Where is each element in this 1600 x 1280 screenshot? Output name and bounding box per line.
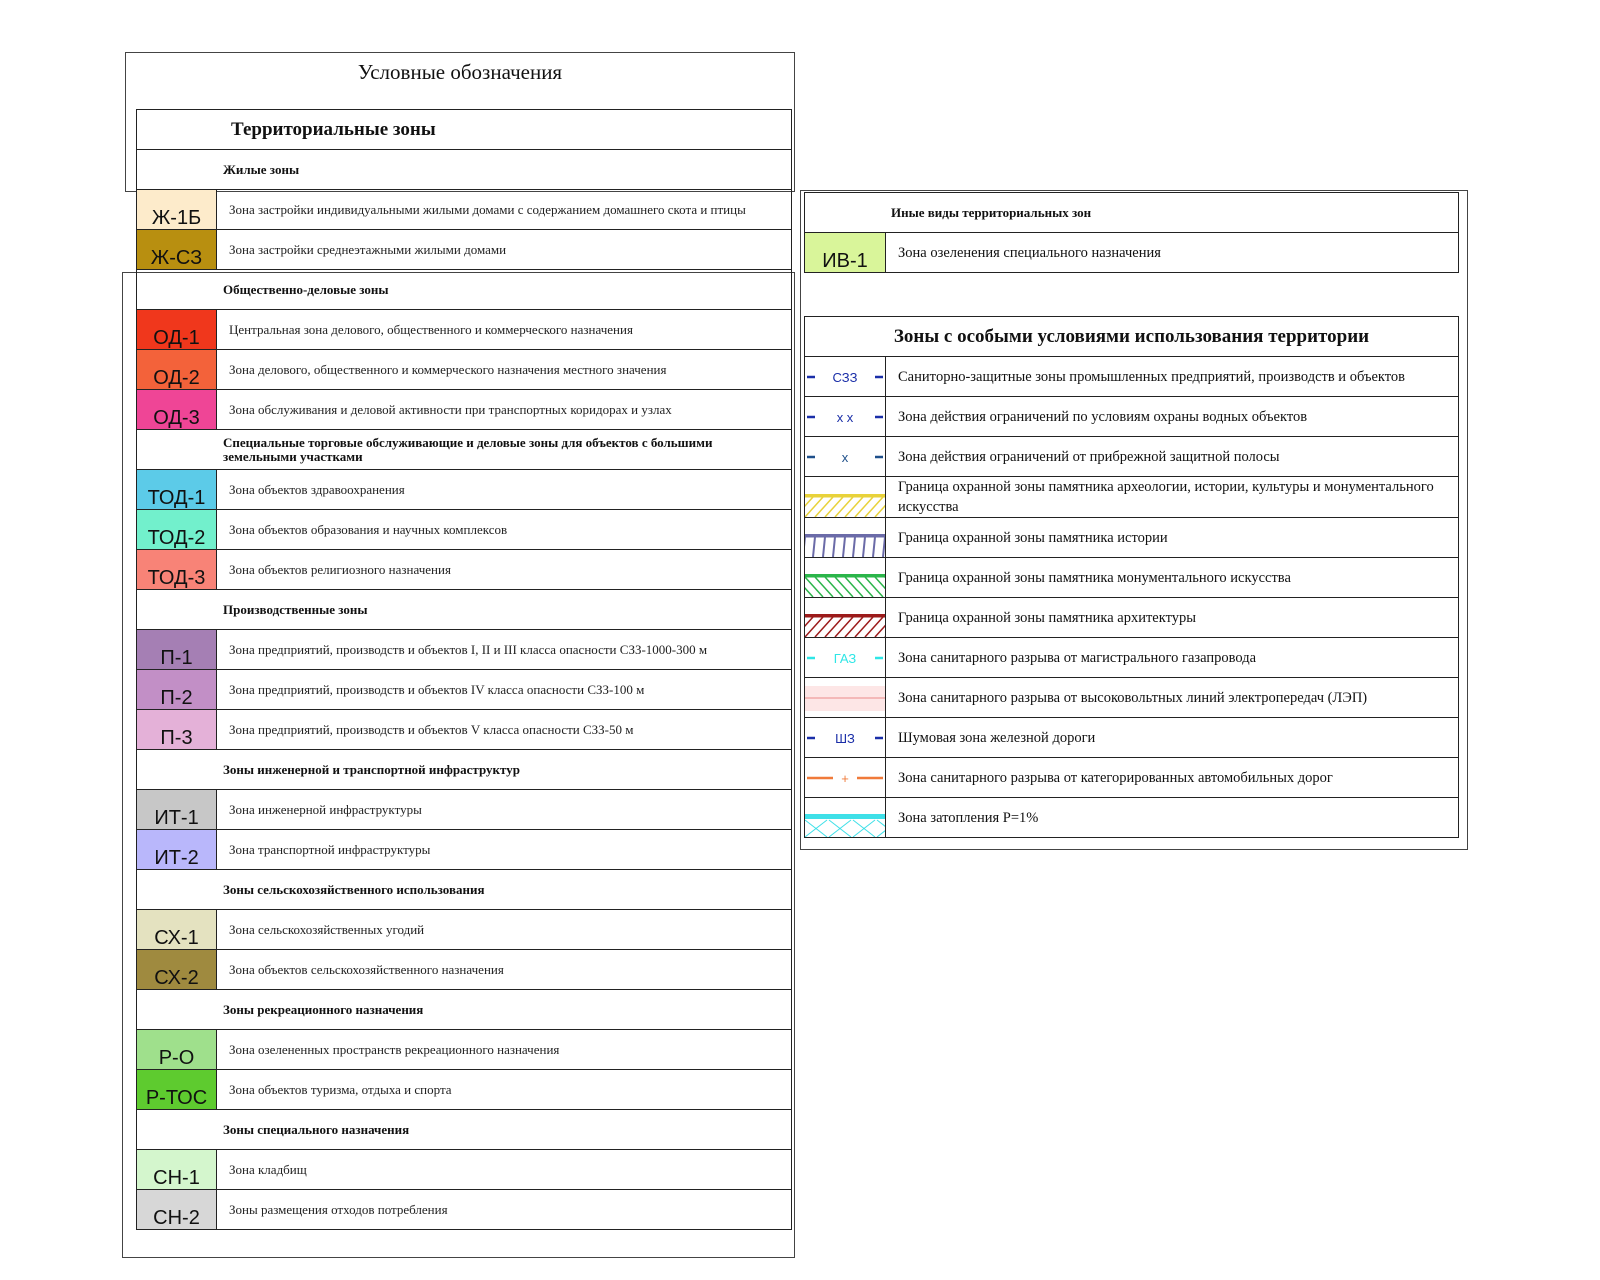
zone-code-swatch: ОД-1 — [137, 310, 217, 350]
symbol-label: ШЗ — [835, 731, 855, 746]
legend-row — [137, 510, 792, 550]
zone-description: Зона предприятий, производств и объектов I, II и III класса опасности СЗЗ-1000-300 м — [217, 630, 792, 670]
zone-code-swatch: ТОД-2 — [137, 510, 217, 550]
special-zones-table — [804, 316, 1459, 838]
legend-row — [137, 790, 792, 830]
zone-description: Зона санитарного разрыва от магистрального газапровода — [886, 638, 1459, 678]
zone-description: Зона кладбищ — [217, 1150, 792, 1190]
legend-row — [137, 630, 792, 670]
zone-description: Зона застройки индивидуальными жилыми домами с содержанием домашнего скота и птицы — [217, 190, 792, 230]
other-zones-table — [804, 192, 1459, 273]
legend-row — [137, 190, 792, 230]
symbol-cell — [805, 357, 886, 397]
legend-row — [137, 670, 792, 710]
symbol-cell — [805, 477, 886, 518]
symbol-label: ГАЗ — [833, 651, 857, 666]
legend-row — [137, 910, 792, 950]
zone-group-header: Зоны сельскохозяйственного использования — [137, 870, 792, 910]
zone-code-swatch: Ж-СЗ — [137, 230, 217, 270]
legend-row — [805, 798, 1459, 838]
symbol-cell — [805, 758, 886, 798]
line-symbol-icon — [805, 357, 885, 396]
zone-description: Зона озелененных пространств рекреационного назначения — [217, 1030, 792, 1070]
zone-description: Центральная зона делового, общественного и коммерческого назначения — [217, 310, 792, 350]
territorial-zones-header: Территориальные зоны — [137, 110, 792, 150]
zone-description: Зона объектов образования и научных комплексов — [217, 510, 792, 550]
legend-row — [137, 1150, 792, 1190]
zone-code-swatch: Р-ТОС — [137, 1070, 217, 1110]
zone-code-swatch: СХ-2 — [137, 950, 217, 990]
legend-row — [805, 638, 1459, 678]
symbol-cell — [805, 598, 886, 638]
zone-group-header: Зоны инженерной и транспортной инфраструктур — [137, 750, 792, 790]
zone-description: Зона действия ограничений по условиям охраны водных объектов — [886, 397, 1459, 437]
legend-row — [805, 518, 1459, 558]
legend-row — [137, 950, 792, 990]
legend-row — [137, 1030, 792, 1070]
zone-description: Зона объектов сельскохозяйственного назначения — [217, 950, 792, 990]
zone-description: Санитoрно-защитные зоны промышленных предприятий, производств и объектов — [886, 357, 1459, 397]
zone-description: Зона обслуживания и деловой активности при транспортных коридорах и узлах — [217, 390, 792, 430]
line-symbol-icon — [805, 598, 885, 637]
other-zones-header: Иные виды территориальных зон — [805, 193, 1459, 233]
zone-code-swatch: СН-2 — [137, 1190, 217, 1230]
legend-row — [805, 558, 1459, 598]
symbol-label: х — [841, 450, 849, 465]
zone-code-swatch: СН-1 — [137, 1150, 217, 1190]
symbol-cell — [805, 678, 886, 718]
zone-description: Зона озеленения специального назначения — [886, 233, 1459, 273]
legend-row — [805, 678, 1459, 718]
symbol-cell — [805, 638, 886, 678]
zone-description: Зона сельскохозяйственных угодий — [217, 910, 792, 950]
zone-description: Зона объектов туризма, отдыха и спорта — [217, 1070, 792, 1110]
zone-description: Зона делового, общественного и коммерческого назначения местного значения — [217, 350, 792, 390]
zone-code-swatch: Ж-1Б — [137, 190, 217, 230]
zone-code-swatch: П-3 — [137, 710, 217, 750]
line-symbol-icon — [805, 397, 885, 436]
symbol-cell — [805, 518, 886, 558]
line-symbol-icon — [805, 478, 885, 517]
zone-code-swatch: ТОД-3 — [137, 550, 217, 590]
line-symbol-icon — [805, 678, 885, 717]
legend-row — [805, 357, 1459, 397]
zone-code-swatch: СХ-1 — [137, 910, 217, 950]
legend-row — [137, 1190, 792, 1230]
line-symbol-icon — [805, 758, 885, 797]
zone-description: Зона предприятий, производств и объектов V класса опасности СЗЗ-50 м — [217, 710, 792, 750]
zone-description: Зона застройки среднеэтажными жилыми домами — [217, 230, 792, 270]
zone-description: Зона санитарного разрыва от категорированных автомобильных дорог — [886, 758, 1459, 798]
zone-group-header: Зоны специального назначения — [137, 1110, 792, 1150]
symbol-cell — [805, 718, 886, 758]
legend-row — [805, 758, 1459, 798]
zone-group-header: Жилые зоны — [137, 150, 792, 190]
line-symbol-icon — [805, 437, 885, 476]
zone-code-swatch: ИТ-2 — [137, 830, 217, 870]
zone-description: Зона объектов религиозного назначения — [217, 550, 792, 590]
legend-title: Условные обозначения — [357, 60, 563, 84]
zone-code-swatch: Р-О — [137, 1030, 217, 1070]
line-symbol-icon — [805, 638, 885, 677]
symbol-cell — [805, 558, 886, 598]
symbol-cell — [805, 397, 886, 437]
zone-description: Зона объектов здравоохранения — [217, 470, 792, 510]
line-symbol-icon — [805, 518, 885, 557]
line-symbol-icon — [805, 798, 885, 837]
symbol-label: СЗЗ — [832, 370, 858, 385]
legend-row — [137, 350, 792, 390]
legend-row — [137, 830, 792, 870]
special-zones-header: Зоны с особыми условиями использования территории — [805, 317, 1459, 357]
zone-code-swatch: ИТ-1 — [137, 790, 217, 830]
legend-row — [137, 230, 792, 270]
zone-description: Граница охранной зоны памятника архитектуры — [886, 598, 1459, 638]
zone-description: Граница охранной зоны памятника археологии, истории, культуры и монументального искусства — [886, 477, 1459, 518]
zone-description: Зона затопления Р=1% — [886, 798, 1459, 838]
zone-group-header: Зоны рекреационного назначения — [137, 990, 792, 1030]
legend-row — [805, 477, 1459, 518]
zone-code-swatch: ОД-3 — [137, 390, 217, 430]
zone-description: Зона санитарного разрыва от высоковольтных линий электропередач (ЛЭП) — [886, 678, 1459, 718]
legend-row — [137, 470, 792, 510]
zone-description: Зона транспортной инфраструктуры — [217, 830, 792, 870]
zone-code-swatch: ТОД-1 — [137, 470, 217, 510]
territorial-zones-table — [136, 109, 792, 1230]
legend-row — [805, 397, 1459, 437]
symbol-cell — [805, 798, 886, 838]
symbol-label: + — [841, 771, 849, 786]
zone-description: Зона предприятий, производств и объектов IV класса опасности СЗЗ-100 м — [217, 670, 792, 710]
legend-row — [137, 710, 792, 750]
legend-row — [805, 598, 1459, 638]
zone-code-swatch: П-2 — [137, 670, 217, 710]
zone-group-header: Специальные торговые обслуживающие и деловые зоны для объектов с большими земельными участками — [137, 430, 792, 470]
legend-row — [137, 1070, 792, 1110]
zone-description: Шумовая зона железной дороги — [886, 718, 1459, 758]
zone-description: Граница охранной зоны памятника монументального искусства — [886, 558, 1459, 598]
line-symbol-icon — [805, 718, 885, 757]
symbol-cell — [805, 437, 886, 477]
zone-description: Зоны размещения отходов потребления — [217, 1190, 792, 1230]
zone-group-header: Производственные зоны — [137, 590, 792, 630]
legend-row — [137, 550, 792, 590]
symbol-label: х х — [836, 410, 854, 425]
zone-code-swatch: ОД-2 — [137, 350, 217, 390]
zone-description: Зона действия ограничений от прибрежной защитной полосы — [886, 437, 1459, 477]
zone-group-header: Общественно-деловые зоны — [137, 270, 792, 310]
zone-code-swatch: П-1 — [137, 630, 217, 670]
zone-code-swatch: ИВ-1 — [805, 233, 886, 273]
zone-description: Граница охранной зоны памятника истории — [886, 518, 1459, 558]
zone-description: Зона инженерной инфраструктуры — [217, 790, 792, 830]
legend-row — [805, 437, 1459, 477]
line-symbol-icon — [805, 558, 885, 597]
legend-row — [805, 718, 1459, 758]
legend-row — [137, 390, 792, 430]
legend-row — [137, 310, 792, 350]
